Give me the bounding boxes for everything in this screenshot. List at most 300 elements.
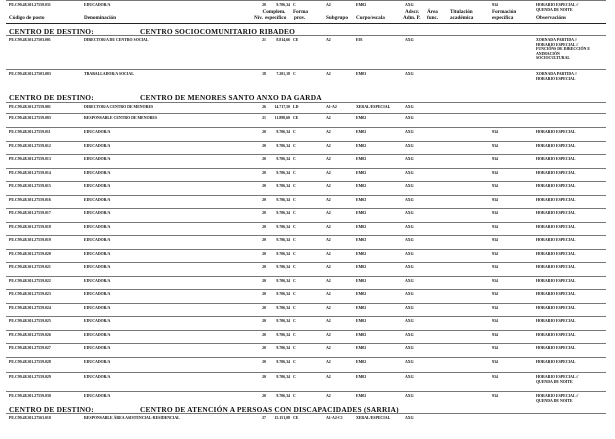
cell-nivel: 20 (262, 130, 266, 134)
row-rule (6, 69, 606, 70)
cell-corpo: XERAL/ESPECIAL (356, 416, 391, 420)
cell-nivel: 20 (262, 292, 266, 296)
row-rule (6, 413, 606, 414)
cell-forma: C (293, 144, 296, 148)
cell-corpo: EM02 (356, 238, 367, 242)
observacion-line: HORARIO ESPECIAL // (536, 3, 579, 7)
observacion-line: HORARIO ESPECIAL (536, 238, 576, 242)
cell-code: PE.C99.48.301.27559.014 (9, 171, 51, 175)
cell-code: PE.C99.48.301.27559.028 (9, 360, 51, 364)
row-rule (6, 372, 606, 373)
cell-adscr: AXG (405, 265, 414, 269)
cell-observacions (536, 130, 608, 135)
header-rule (6, 23, 606, 24)
cell-comp: 9.706,34 (276, 171, 290, 175)
cell-observacions (536, 211, 608, 216)
cell-subgrupo: A2 (326, 198, 331, 202)
row-rule (6, 357, 606, 358)
cell-nivel: 26 (262, 105, 266, 109)
cell-denom: EDUCADOR/A (84, 144, 111, 148)
cell-forma: C (293, 333, 296, 337)
cell-denom: EDUCADOR/A (84, 184, 111, 188)
row-rule (6, 249, 606, 250)
cell-nivel: 20 (262, 211, 266, 215)
observacion-line: FUNCIÓNS DE DIRECCIÓN E (536, 47, 590, 52)
cell-observacions (536, 144, 608, 149)
cell-adscr: AXG (405, 171, 414, 175)
cell-code: PE.C99.48.301.27559.019 (9, 238, 51, 242)
cell-corpo: EM02 (356, 265, 367, 269)
cell-comp: 9.706,34 (276, 144, 290, 148)
observacion-line: HORARIO ESPECIAL (536, 225, 576, 229)
cell-formacion: 934 (492, 238, 498, 242)
cell-denom: EDUCADOR/A (84, 211, 111, 215)
cell-formacion: 934 (492, 157, 498, 161)
cell-corpo: EM02 (356, 333, 367, 337)
cell-observacions (536, 157, 608, 162)
cell-nivel: 21 (262, 116, 266, 120)
row-rule (6, 235, 606, 236)
col-complemento-header-2: específico (265, 15, 287, 21)
cell-nivel: 18 (262, 72, 266, 76)
cell-denom: EDUCADOR/A (84, 319, 111, 323)
cell-subgrupo: A2 (326, 279, 331, 283)
col-forma-header-2: prov. (294, 15, 306, 21)
cell-code: PE.C99.48.301.27559.013 (9, 157, 51, 161)
cell-code: PE.C99.48.301.27559.016 (9, 198, 51, 202)
col-formacion-header-2: específica (492, 15, 514, 21)
col-formacion-header-1: Formación (492, 9, 517, 15)
cell-nivel: 20 (262, 360, 266, 364)
row-rule (6, 330, 606, 331)
cell-adscr: AXG (405, 130, 414, 134)
cell-observacions (536, 292, 608, 297)
cell-subgrupo: A2 (326, 252, 331, 256)
cell-denom: TRABALLADOR/A SOCIAL (84, 72, 134, 76)
cell-code: PE.C99.48.301.27559.021 (9, 265, 51, 269)
cell-observacions (536, 38, 608, 61)
cell-corpo: EM02 (356, 116, 367, 120)
cell-nivel: 20 (262, 306, 266, 310)
cell-observacions (536, 171, 608, 176)
row-rule (6, 391, 606, 392)
cell-forma: C (293, 346, 296, 350)
cell-corpo: EM02 (356, 306, 367, 310)
cell-formacion: 934 (492, 333, 498, 337)
cell-forma: C (293, 375, 296, 379)
cell-corpo: EM02 (356, 198, 367, 202)
cell-formacion: 934 (492, 375, 498, 379)
cell-formacion: 934 (492, 252, 498, 256)
row-rule (6, 181, 606, 182)
cell-formacion: 934 (492, 198, 498, 202)
cell-denom: EDUCADOR/A (84, 157, 111, 161)
cell-subgrupo: A2 (326, 319, 331, 323)
observacion-line: HORARIO ESPECIAL (536, 157, 576, 161)
cell-subgrupo: A2 (326, 238, 331, 242)
cell-comp: 9.706,34 (276, 394, 290, 398)
cell-subgrupo: A2 (326, 3, 331, 7)
cell-adscr: AXG (405, 416, 414, 420)
cell-comp: 9.706,34 (276, 346, 290, 350)
cell-denom: RESPONSABLE CENTRO DE MENORES (84, 116, 158, 120)
col-complemento-header-1: Complem. (262, 9, 286, 15)
cell-nivel: 21 (262, 38, 266, 42)
cell-adscr: AXG (405, 211, 414, 215)
cell-forma: C (293, 225, 296, 229)
cell-comp: 9.706,34 (276, 292, 290, 296)
cell-formacion: 934 (492, 346, 498, 350)
observacion-line: HORARIO ESPECIAL (536, 130, 576, 134)
cell-subgrupo: A2 (326, 333, 331, 337)
observacion-line: QUENDA DE NOITE (536, 7, 573, 12)
cell-denom: EDUCADOR/A (84, 306, 111, 310)
cell-adscr: AXG (405, 375, 414, 379)
cell-adscr: AXG (405, 144, 414, 148)
cell-subgrupo: A2 (326, 116, 331, 120)
cell-corpo: EM02 (356, 252, 367, 256)
cell-forma: C (293, 252, 296, 256)
cell-forma: C (293, 171, 296, 175)
observacion-line: XORNADA PARTIDA // (536, 38, 577, 42)
observacion-line: HORARIO ESPECIAL // (536, 394, 579, 398)
cell-subgrupo: A1-A2-C1 (326, 416, 343, 420)
cell-comp: 11.898,60 (274, 116, 290, 120)
observacion-line: QUENDA DE NOITE (536, 398, 573, 403)
row-rule (6, 127, 606, 128)
cell-corpo: E03 (356, 38, 363, 42)
cell-corpo: EM02 (356, 292, 367, 296)
cell-observacions (536, 279, 608, 284)
cell-nivel: 20 (262, 225, 266, 229)
cell-corpo: EM02 (356, 171, 367, 175)
cell-corpo: EM02 (356, 360, 367, 364)
cell-code: PE.C99.48.301.27559.012 (9, 144, 51, 148)
cell-code: PE.C99.48.301.27559.018 (9, 225, 51, 229)
cell-forma: C (293, 394, 296, 398)
cell-formacion: 934 (492, 171, 498, 175)
cell-adscr: AXG (405, 319, 414, 323)
cell-formacion: 934 (492, 319, 498, 323)
cell-adscr: AXG (405, 38, 414, 42)
cell-forma: C (293, 360, 296, 364)
cell-nivel: 20 (262, 184, 266, 188)
col-code-header: Código de posto (9, 15, 45, 21)
cell-formacion: 934 (492, 144, 498, 148)
cell-forma: C (293, 238, 296, 242)
cell-denom: EDUCADOR/A (84, 333, 111, 337)
cell-nivel: 27 (262, 416, 266, 420)
cell-comp: 9.706,34 (276, 252, 290, 256)
cell-denom: EDUCADOR/A (84, 375, 111, 379)
section-label: CENTRO DE DESTINO: (9, 405, 94, 414)
cell-nivel: 20 (262, 265, 266, 269)
cell-code: PE.C99.48.301.27559.011 (9, 130, 51, 134)
cell-nivel: 20 (262, 252, 266, 256)
cell-comp: 14.717,50 (274, 105, 290, 109)
cell-forma: C (293, 279, 296, 283)
cell-denom: EDUCADOR/A (84, 171, 111, 175)
cell-observacions (536, 3, 608, 12)
observacion-line: HORARIO ESPECIAL // (536, 375, 579, 379)
row-rule (6, 262, 606, 263)
cell-formacion: 934 (492, 130, 498, 134)
observacion-line: HORARIO ESPECIAL (536, 346, 576, 350)
row-rule (6, 195, 606, 196)
cell-corpo: XERAL/ESPECIAL (356, 105, 391, 109)
observacion-line: SOCIOCULTURAL (536, 56, 571, 61)
cell-subgrupo: A2 (326, 292, 331, 296)
cell-adscr: AXG (405, 394, 414, 398)
cell-formacion: 934 (492, 265, 498, 269)
section-title: CENTRO SOCIOCOMUNITARIO RIBADEO (140, 27, 296, 36)
cell-observacions (536, 265, 608, 270)
cell-comp: 9.706,34 (276, 319, 290, 323)
section-title: CENTRO DE ATENCIÓN A PERSOAS CON DISCAPACIDADES (SARRIA) (140, 405, 399, 414)
col-area-header-1: Área (427, 9, 438, 15)
cell-nivel: 20 (262, 346, 266, 350)
cell-corpo: EM02 (356, 319, 367, 323)
col-observacions-header: Observacións (536, 15, 566, 21)
observacion-line: HORARIO ESPECIAL (536, 171, 576, 175)
cell-adscr: AXG (405, 238, 414, 242)
cell-forma: C (293, 130, 296, 134)
cell-comp: 9.706,34 (276, 184, 290, 188)
observacion-line: HORARIO ESPECIAL (536, 252, 576, 256)
cell-nivel: 20 (262, 238, 266, 242)
cell-forma: C (293, 198, 296, 202)
cell-formacion: 934 (492, 360, 498, 364)
observacion-line: HORARIO ESPECIAL (536, 292, 576, 296)
cell-nivel: 20 (262, 333, 266, 337)
cell-comp: 9.706,34 (276, 3, 290, 7)
cell-observacions (536, 346, 608, 351)
cell-code: PE.C99.48.301.27559.003 (9, 116, 51, 120)
row-rule (6, 208, 606, 209)
cell-nivel: 20 (262, 394, 266, 398)
cell-comp: 9.706,34 (276, 360, 290, 364)
cell-code: PE.C99.48.301.27559.027 (9, 346, 51, 350)
cell-corpo: EM02 (356, 346, 367, 350)
cell-adscr: AXG (405, 346, 414, 350)
cell-adscr: AXG (405, 292, 414, 296)
cell-nivel: 20 (262, 279, 266, 283)
cell-subgrupo: A2 (326, 394, 331, 398)
cell-nivel: 20 (262, 171, 266, 175)
cell-forma: C (293, 265, 296, 269)
observacion-line: HORARIO ESPECIAL // (536, 42, 579, 47)
cell-code: PE.C99.48.301.27559.020 (9, 252, 51, 256)
cell-corpo: EM02 (356, 279, 367, 283)
observacion-line: HORARIO ESPECIAL (536, 198, 576, 202)
cell-adscr: AXG (405, 116, 414, 120)
observacion-line: HORARIO ESPECIAL (536, 306, 576, 310)
cell-formacion: 934 (492, 184, 498, 188)
observacion-line: HORARIO ESPECIAL (536, 279, 576, 283)
cell-code: PE.C99.48.301.27559.001 (9, 105, 51, 109)
cell-comp: 9.706,34 (276, 265, 290, 269)
col-nivel-header: Nív. (254, 15, 263, 21)
cell-comp: 9.706,34 (276, 198, 290, 202)
cell-observacions (536, 360, 608, 365)
cell-subgrupo: A2 (326, 184, 331, 188)
cell-adscr: AXG (405, 333, 414, 337)
cell-denom: EDUCADOR/A (84, 198, 111, 202)
cell-comp: 9.706,34 (276, 225, 290, 229)
cell-formacion: 934 (492, 394, 498, 398)
cell-forma: C (293, 72, 296, 76)
cell-subgrupo: A2 (326, 171, 331, 175)
cell-subgrupo: A2 (326, 360, 331, 364)
row-rule (6, 35, 606, 36)
cell-forma: CE (293, 38, 299, 42)
cell-adscr: AXG (405, 306, 414, 310)
cell-code: PE.C99.48.301.27559.026 (9, 333, 51, 337)
cell-comp: 9.706,34 (276, 238, 290, 242)
cell-observacions (536, 238, 608, 243)
cell-observacions (536, 184, 608, 189)
cell-comp: 9.706,34 (276, 375, 290, 379)
cell-code: PE.C99.48.301.27559.030 (9, 394, 51, 398)
col-adscr-header-1: Adscr. (405, 9, 420, 15)
cell-adscr: AXG (405, 198, 414, 202)
cell-denom: EDUCADOR/A (84, 360, 111, 364)
cell-forma: C (293, 184, 296, 188)
cell-subgrupo: A1-A2 (326, 105, 337, 109)
row-rule (6, 222, 606, 223)
cell-adscr: AXG (405, 157, 414, 161)
observacion-line: HORARIO ESPECIAL (536, 360, 576, 364)
cell-forma: C (293, 3, 296, 7)
cell-nivel: 20 (262, 198, 266, 202)
observacion-line: HORARIO ESPECIAL (536, 144, 576, 148)
cell-nivel: 20 (262, 157, 266, 161)
row-rule (6, 102, 606, 103)
observacion-line: HORARIO ESPECIAL (536, 333, 576, 337)
cell-code: PE.C99.48.301.27559.015 (9, 184, 51, 188)
cell-observacions (536, 198, 608, 203)
cell-formacion: 934 (492, 3, 498, 7)
row-rule (6, 154, 606, 155)
cell-subgrupo: A2 (326, 157, 331, 161)
cell-comp: 9.706,34 (276, 306, 290, 310)
cell-adscr: AXG (405, 3, 414, 7)
cell-formacion: 934 (492, 306, 498, 310)
cell-observacions (536, 306, 608, 311)
cell-adscr: AXG (405, 279, 414, 283)
cell-denom: EDUCADOR/A (84, 346, 111, 350)
section-label: CENTRO DE DESTINO: (9, 93, 94, 102)
cell-code: PE.C99.48.301.27559.017 (9, 211, 51, 215)
cell-code: PE.C99.48.301.27559.031 (9, 3, 51, 7)
cell-comp: 7.201,18 (276, 72, 290, 76)
cell-comp: 15.151,08 (274, 416, 290, 420)
observacion-line: HORARIO ESPECIAL (536, 184, 576, 188)
cell-corpo: EM02 (356, 130, 367, 134)
cell-subgrupo: A2 (326, 38, 331, 42)
row-rule (6, 289, 606, 290)
col-forma-header-1: Forma (293, 9, 308, 15)
cell-corpo: EM02 (356, 225, 367, 229)
cell-forma: C (293, 319, 296, 323)
cell-forma: C (293, 157, 296, 161)
cell-denom: EDUCADOR/A (84, 3, 111, 7)
cell-code: PE.C99.48.301.27559.023 (9, 292, 51, 296)
cell-code: PE.C99.48.301.27559.025 (9, 319, 51, 323)
observacion-line: HORARIO ESPECIAL (536, 76, 576, 81)
col-denom-header: Denominación (84, 15, 116, 21)
col-area-header-2: func. (427, 15, 439, 21)
section-title: CENTRO DE MENORES SANTO ANXO DA GARDA (140, 93, 322, 102)
cell-subgrupo: A2 (326, 130, 331, 134)
cell-adscr: AXG (405, 252, 414, 256)
col-adscr-header-2: Adm. P. (403, 15, 421, 21)
cell-corpo: EM03 (356, 72, 367, 76)
cell-comp: 9.706,34 (276, 333, 290, 337)
cell-nivel: 20 (262, 375, 266, 379)
row-rule (6, 141, 606, 142)
cell-code: PE.C99.48.301.27559.022 (9, 279, 51, 283)
cell-observacions (536, 394, 608, 403)
cell-denom: EDUCADOR/A (84, 238, 111, 242)
cell-denom: EDUCADOR/A (84, 225, 111, 229)
row-rule (6, 303, 606, 304)
col-corpo-header: Corpo/escala (356, 15, 385, 21)
cell-formacion: 934 (492, 225, 498, 229)
cell-forma: C (293, 292, 296, 296)
cell-adscr: AXG (405, 360, 414, 364)
cell-observacions (536, 225, 608, 230)
cell-comp: 9.706,34 (276, 211, 290, 215)
observacion-line: HORARIO ESPECIAL (536, 319, 576, 323)
section-label: CENTRO DE DESTINO: (9, 27, 94, 36)
cell-denom: EDUCADOR/A (84, 394, 111, 398)
cell-denom: DIRECTOR/A CENTRO DE MENORES (84, 105, 154, 109)
cell-corpo: EM02 (356, 211, 367, 215)
cell-subgrupo: A2 (326, 144, 331, 148)
cell-forma: C (293, 211, 296, 215)
cell-denom: EDUCADOR/A (84, 252, 111, 256)
cell-code: PE.C99.48.301.27563.010 (9, 416, 51, 420)
observacion-line: HORARIO ESPECIAL (536, 211, 576, 215)
row-rule (6, 168, 606, 169)
cell-subgrupo: A2 (326, 346, 331, 350)
cell-denom: RESPONSABLE ÁREA ASISTENCIAL-RESIDENCIAL (84, 416, 180, 420)
cell-corpo: EM02 (356, 375, 367, 379)
observacion-line: ANIMACIÓN (536, 51, 560, 56)
row-rule (6, 0, 606, 1)
cell-observacions (536, 72, 608, 81)
col-subgrupo-header: Subgrupo (326, 15, 348, 21)
cell-code: PE.C99.48.301.27503.003 (9, 72, 51, 76)
cell-comp: 9.706,34 (276, 157, 290, 161)
cell-adscr: AXG (405, 105, 414, 109)
row-rule (6, 343, 606, 344)
cell-denom: EDUCADOR/A (84, 130, 111, 134)
cell-corpo: EM02 (356, 3, 367, 7)
cell-corpo: EM02 (356, 144, 367, 148)
cell-subgrupo: A2 (326, 225, 331, 229)
cell-observacions (536, 252, 608, 257)
cell-formacion: 934 (492, 211, 498, 215)
cell-corpo: EM02 (356, 157, 367, 161)
row-rule (6, 113, 606, 114)
observacion-line: QUENDA DE NOITE (536, 379, 573, 384)
observacion-line: XORNADA PARTIDA // (536, 72, 577, 76)
cell-nivel: 20 (262, 144, 266, 148)
row-rule (6, 316, 606, 317)
cell-denom: DIRECTOR/A DE CENTRO SOCIAL (84, 38, 149, 42)
